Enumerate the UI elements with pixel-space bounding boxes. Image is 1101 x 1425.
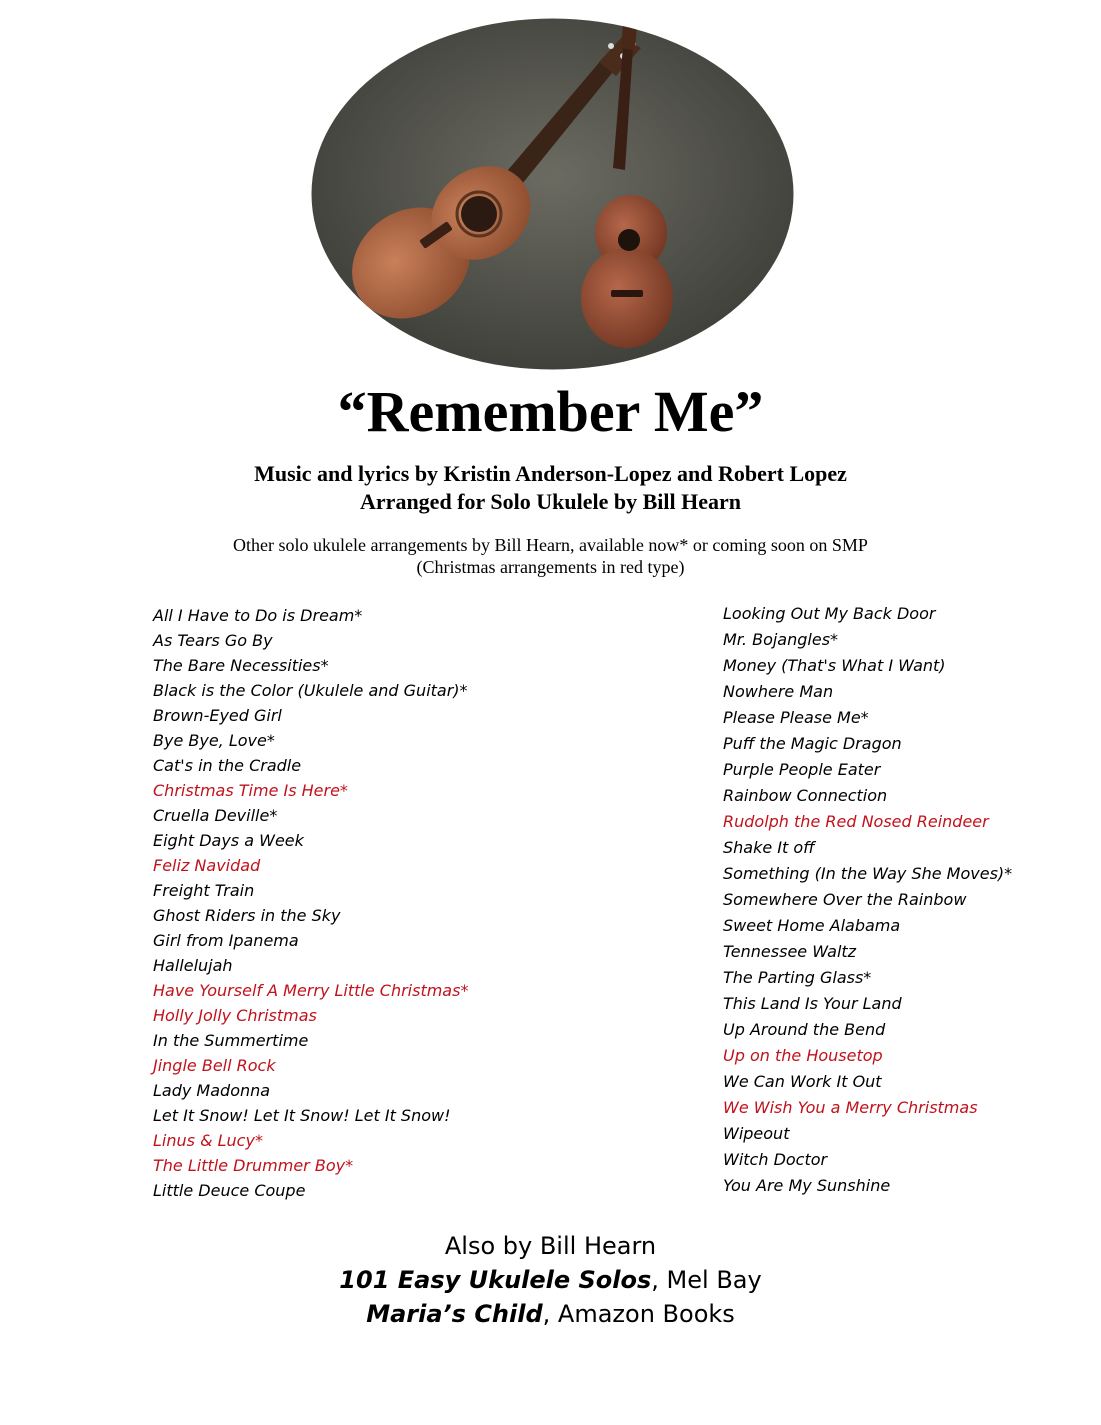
song-item: Little Deuce Coupe bbox=[153, 1181, 306, 1200]
song-item: Have Yourself A Merry Little Christmas* bbox=[153, 981, 469, 1000]
song-item: The Parting Glass* bbox=[723, 968, 872, 987]
song-item: Please Please Me* bbox=[723, 708, 869, 727]
other-arrangements-note bbox=[0, 534, 1101, 578]
song-item: Somewhere Over the Rainbow bbox=[723, 890, 967, 909]
song-item: Wipeout bbox=[723, 1124, 790, 1143]
song-item: Lady Madonna bbox=[153, 1081, 271, 1100]
song-item: Rudolph the Red Nosed Reindeer bbox=[723, 812, 989, 831]
christmas-note: (Christmas arrangements in red type) bbox=[416, 557, 685, 577]
song-item: Christmas Time Is Here* bbox=[153, 781, 348, 800]
song-item: Linus & Lucy* bbox=[153, 1131, 263, 1150]
other-arrangements-line: Other solo ukulele arrangements by Bill Hearn, available now* or coming soon on SMP bbox=[233, 535, 868, 555]
song-item: Holly Jolly Christmas bbox=[153, 1006, 317, 1025]
song-item: We Wish You a Merry Christmas bbox=[723, 1098, 978, 1117]
credit-music: Music and lyrics by Kristin Anderson-Lopez and Robert Lopez bbox=[254, 461, 847, 486]
song-item: Tennessee Waltz bbox=[723, 942, 857, 961]
book-title: Maria’s Child bbox=[366, 1300, 543, 1328]
song-item: Let It Snow! Let It Snow! Let It Snow! bbox=[153, 1106, 451, 1125]
song-item: Something (In the Way She Moves)* bbox=[723, 864, 1013, 883]
book-publisher: , Amazon Books bbox=[542, 1300, 735, 1328]
song-item: As Tears Go By bbox=[153, 631, 273, 650]
page-title: “Remember Me” bbox=[337, 379, 764, 444]
song-list-left bbox=[153, 603, 468, 1203]
book-title: 101 Easy Ukulele Solos bbox=[339, 1266, 652, 1294]
song-item: We Can Work It Out bbox=[723, 1072, 882, 1091]
song-item: All I Have to Do is Dream* bbox=[153, 606, 363, 625]
song-item: The Little Drummer Boy* bbox=[153, 1156, 354, 1175]
song-item: Shake It off bbox=[723, 838, 815, 857]
song-item: Jingle Bell Rock bbox=[153, 1056, 276, 1075]
song-item: Cruella Deville* bbox=[153, 806, 278, 825]
book-entry bbox=[0, 1263, 1101, 1297]
song-item: Puff the Magic Dragon bbox=[723, 734, 902, 753]
song-list-right bbox=[723, 601, 1012, 1199]
song-item: Brown-Eyed Girl bbox=[153, 706, 282, 725]
song-item: This Land Is Your Land bbox=[723, 994, 902, 1013]
song-item: Up Around the Bend bbox=[723, 1020, 886, 1039]
book-publisher: , Mel Bay bbox=[651, 1266, 762, 1294]
song-item: Hallelujah bbox=[153, 956, 233, 975]
song-item: Money (That's What I Want) bbox=[723, 656, 946, 675]
song-item: Witch Doctor bbox=[723, 1150, 828, 1169]
song-item: Purple People Eater bbox=[723, 760, 881, 779]
guitar-ukulele-photo bbox=[311, 18, 794, 370]
song-item: Ghost Riders in the Sky bbox=[153, 906, 341, 925]
song-item: Sweet Home Alabama bbox=[723, 916, 901, 935]
song-item: Rainbow Connection bbox=[723, 786, 888, 805]
song-item: Eight Days a Week bbox=[153, 831, 304, 850]
credits bbox=[0, 460, 1101, 516]
credit-arranged: Arranged for Solo Ukulele by Bill Hearn bbox=[360, 489, 741, 514]
song-item: In the Summertime bbox=[153, 1031, 309, 1050]
song-item: Up on the Housetop bbox=[723, 1046, 883, 1065]
song-item: Black is the Color (Ukulele and Guitar)* bbox=[153, 681, 468, 700]
song-item: You Are My Sunshine bbox=[723, 1176, 891, 1195]
book-entry bbox=[0, 1297, 1101, 1331]
song-item: Freight Train bbox=[153, 881, 255, 900]
song-item: Looking Out My Back Door bbox=[723, 604, 936, 623]
song-item: Cat's in the Cradle bbox=[153, 756, 302, 775]
song-item: Girl from Ipanema bbox=[153, 931, 299, 950]
song-item: The Bare Necessities* bbox=[153, 656, 329, 675]
song-item: Mr. Bojangles* bbox=[723, 630, 839, 649]
also-by-section bbox=[0, 1229, 1101, 1331]
song-item: Feliz Navidad bbox=[153, 856, 261, 875]
song-item: Bye Bye, Love* bbox=[153, 731, 275, 750]
also-by-heading: Also by Bill Hearn bbox=[444, 1232, 657, 1260]
song-item: Nowhere Man bbox=[723, 682, 834, 701]
